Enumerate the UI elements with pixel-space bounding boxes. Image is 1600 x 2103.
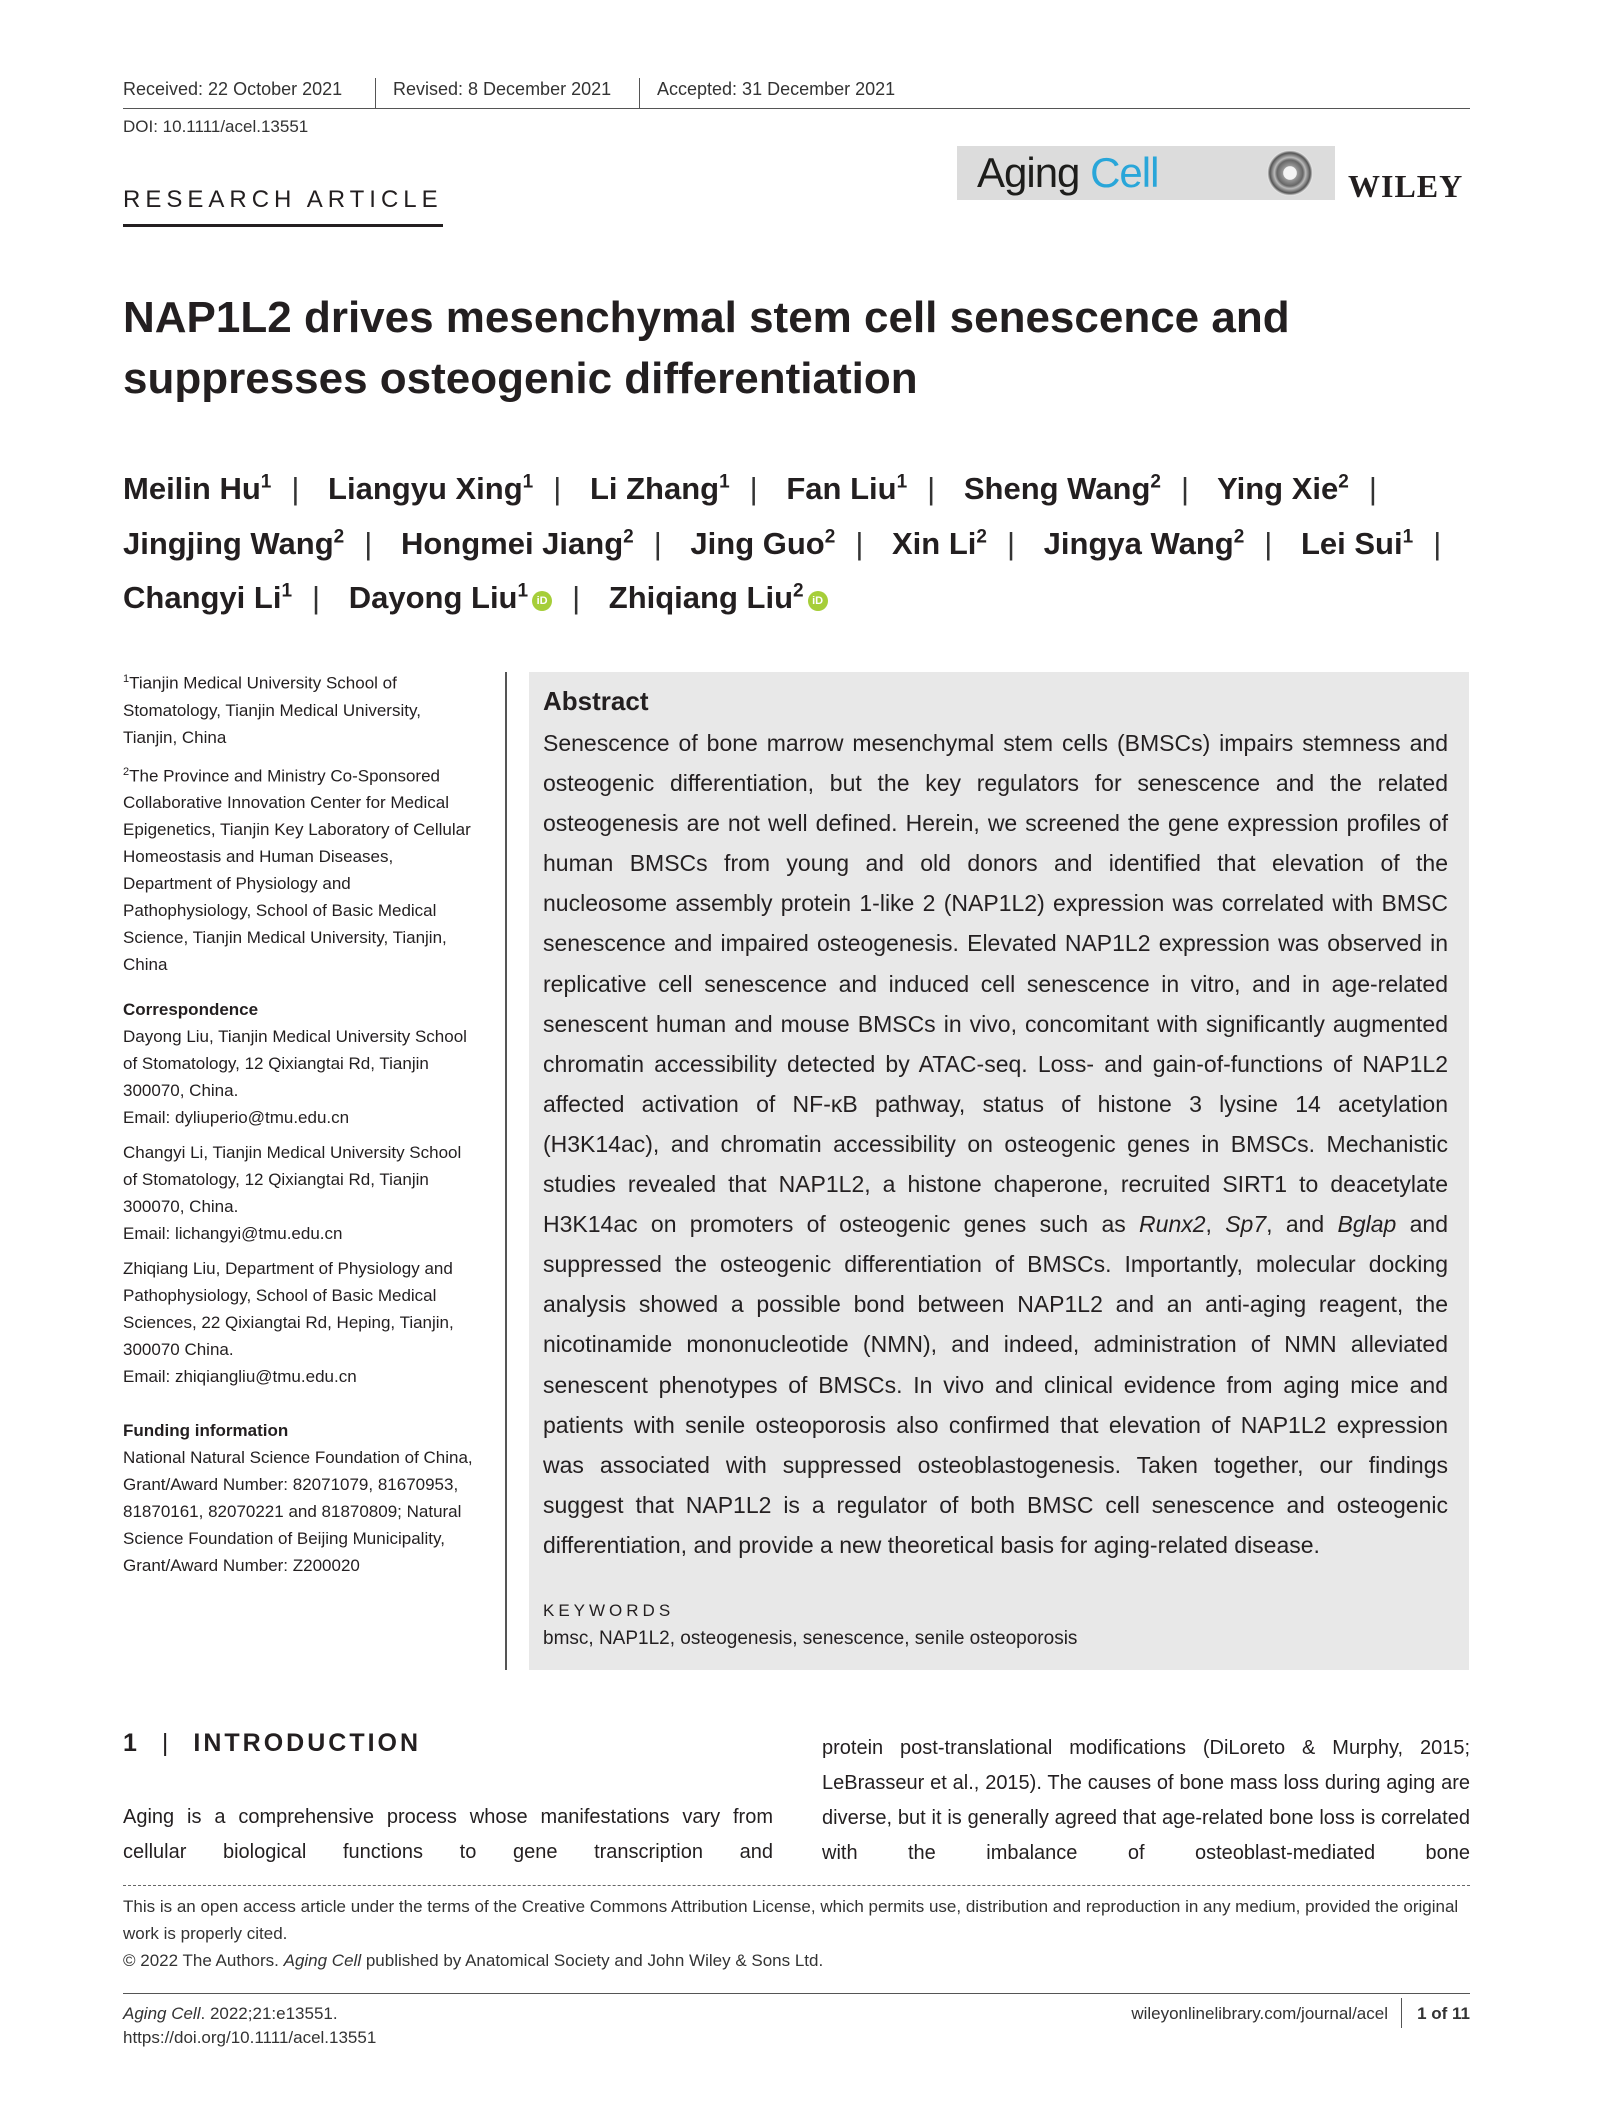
affiliation-text: The Province and Ministry Co-Sponsored Collaborative Innovation Center for Medical Epigenetics, Tianjin Key Laboratory of Cellular Homeostasis and Human Diseases, Department of Physiology and Pathophysiology, School of Basic Medical Science, Tianjin Medical University, Tianjin, China xyxy=(123,766,471,975)
abstract-part: Senescence of bone marrow mesenchymal stem cells (BMSCs) impairs stemness and osteogenic differentiation, but the key regulators for senescence and the related osteogenesis are not well defined. Herein, we screened the gene expression profiles of human BMSCs from young and old donors and identified that elevation of the nucleosome assembly protein 1-like 2 (NAP1L2) expression was correlated with BMSC senescence and impaired osteogenesis. Elevated NAP1L2 expression was observed in replicative cell senescence and induced cell senescence in vitro, and in age-related senescent human and mouse BMSCs in vivo, concomitant with significantly augmented chromatin accessibility detected by ATAC-seq. Loss- and gain-of-functions of NAP1L2 affected activation of NF-κB pathway, status of histone 3 lysine 14 acetylation (H3K14ac), and chromatin accessibility on osteogenic genes in BMSCs. Mechanistic studies revealed that NAP1L2, a histone chaperone, recruited SIRT1 to deacetylate H3K14ac on promoters of osteogenic genes such as xyxy=(543,730,1448,1238)
correspondence-3-email[interactable]: Email: zhiqiangliu@tmu.edu.cn xyxy=(123,1367,357,1386)
author-name-text: Zhiqiang Liu xyxy=(608,579,794,615)
author-name[interactable] xyxy=(1044,526,1245,561)
orcid-icon[interactable]: iD xyxy=(808,591,828,611)
intro-left-column: Aging is a comprehensive process whose manifestations vary from cellular biological functions to gene transcription and xyxy=(123,1806,773,1863)
abstract-part: , xyxy=(1205,1211,1226,1238)
author-name[interactable] xyxy=(349,580,552,615)
author-name-text: Sheng Wang xyxy=(963,471,1151,507)
column-divider xyxy=(505,672,507,1670)
author-affiliation-number: 1 xyxy=(260,472,272,493)
author-affiliation-number: 1 xyxy=(522,472,534,493)
gene-name: Bglap xyxy=(1337,1211,1397,1238)
correspondence-2-email[interactable]: Email: lichangyi@tmu.edu.cn xyxy=(123,1224,343,1243)
author-name[interactable] xyxy=(690,526,835,561)
author-name-text: Jingya Wang xyxy=(1043,525,1234,561)
correspondence-heading: Correspondence xyxy=(123,1000,259,1019)
author-name-text: Xin Li xyxy=(892,525,977,561)
section-title: INTRODUCTION xyxy=(193,1729,422,1757)
affiliations xyxy=(123,666,478,986)
author-name[interactable] xyxy=(1301,526,1413,561)
author-affiliation-number: 2 xyxy=(793,580,804,602)
author-name[interactable] xyxy=(123,471,271,506)
accepted-date: Accepted: 31 December 2021 xyxy=(657,79,896,99)
article-dates xyxy=(123,78,1470,109)
author-affiliation-number: 1 xyxy=(517,580,529,602)
author-name-text: Li Zhang xyxy=(589,471,720,507)
page-number: 1 of 11 xyxy=(1417,2004,1470,2023)
author-name[interactable] xyxy=(401,526,634,561)
author-separator: | xyxy=(291,471,300,507)
author-separator: | xyxy=(1264,525,1273,561)
correspondence-3: Zhiqiang Liu, Department of Physiology and Pathophysiology, School of Basic Medical Sciences, 22 Qixiangtai Rd, Heping, Tianjin, 300070 China. xyxy=(123,1259,454,1359)
author-affiliation-number: 2 xyxy=(333,526,345,548)
copyright-journal: Aging Cell xyxy=(283,1951,362,1970)
date-separator xyxy=(639,78,640,108)
correspondence-2: Changyi Li, Tianjin Medical University School of Stomatology, 12 Qixiangtai Rd, Tianjin 300070, China. xyxy=(123,1143,462,1216)
author-name[interactable] xyxy=(786,471,907,506)
author-name-text: Meilin Hu xyxy=(123,471,261,507)
gene-name: Runx2 xyxy=(1139,1211,1206,1238)
author-name-text: Jing Guo xyxy=(690,525,825,561)
affiliation-number: 2 xyxy=(123,765,130,778)
author-name[interactable] xyxy=(123,526,344,561)
author-name[interactable] xyxy=(1217,471,1349,506)
copyright-part: published by Anatomical Society and John Wiley & Sons Ltd. xyxy=(361,1951,824,1970)
section-separator: | xyxy=(161,1729,172,1757)
funding-text: National Natural Science Foundation of China, Grant/Award Number: 82071079, 81670953, 81870161, 82070221 and 81870809; Natural Science Foundation of Beijing Municipality, Grant/Award Number: Z200020 xyxy=(123,1448,473,1575)
citation-journal: Aging Cell xyxy=(123,2004,201,2023)
author-separator: | xyxy=(1433,525,1442,561)
article-title: NAP1L2 drives mesenchymal stem cell senescence and suppresses osteogenic differentiation xyxy=(123,293,1290,403)
author-name-text: Liangyu Xing xyxy=(328,471,523,507)
author-name-text: Fan Liu xyxy=(786,471,897,507)
section-heading xyxy=(123,1729,421,1758)
license-divider xyxy=(123,1885,1470,1886)
author-name[interactable] xyxy=(609,580,828,615)
author-affiliation-number: 2 xyxy=(1150,472,1161,493)
author-separator: | xyxy=(312,579,321,615)
author-affiliation-number: 2 xyxy=(976,526,987,548)
author-separator: | xyxy=(364,525,373,561)
author-name-text: Changyi Li xyxy=(123,579,282,615)
author-name-text: Lei Sui xyxy=(1300,525,1403,561)
keywords-label: KEYWORDS xyxy=(543,1601,675,1620)
date-separator xyxy=(375,78,376,108)
intro-right-column: protein post-translational modifications (DiLoreto & Murphy, 2015; LeBrasseur et al., 2015). The causes of bone mass loss during aging are diverse, but it is generally agreed that age-related bone loss is correlated with the imbalance of osteoblast-mediated bone xyxy=(822,1737,1470,1864)
correspondence-1-email[interactable]: Email: dyliuperio@tmu.edu.cn xyxy=(123,1108,350,1127)
received-date: Received: 22 October 2021 xyxy=(123,79,343,99)
abstract-part: and suppressed the osteogenic differentiation of BMSCs. Importantly, molecular docking analysis showed a possible bond between NAP1L2 and an anti-aging reagent, the nicotinamide mononucleotide (NMN), and indeed, administration of NMN alleviated senescent phenotypes of BMSCs. In vivo and clinical evidence from aging mice and patients with senile osteoporosis also confirmed that elevation of NAP1L2 expression was associated with suppressed osteoblastogenesis. Taken together, our findings suggest that NAP1L2 is a regulator of both BMSC cell senescence and osteogenic differentiation, and provide a new theoretical basis for aging-related disease. xyxy=(543,1211,1449,1558)
affiliation-2 xyxy=(123,759,478,979)
author-name[interactable] xyxy=(892,526,987,561)
affiliation-number: 1 xyxy=(123,673,130,685)
author-separator: | xyxy=(572,579,581,615)
revised-date: Revised: 8 December 2021 xyxy=(393,79,612,99)
author-affiliation-number: 1 xyxy=(896,472,908,493)
author-separator: | xyxy=(1180,471,1190,507)
author-name[interactable] xyxy=(328,471,533,506)
author-list xyxy=(123,459,1483,622)
gene-name: Sp7 xyxy=(1225,1211,1267,1238)
license-text: This is an open access article under the terms of the Creative Commons Attribution License, which permits use, distribution and reproduction in any medium, provided the original work is properly cited. xyxy=(123,1897,1459,1943)
author-name-text: Ying Xie xyxy=(1217,471,1339,507)
abstract-text xyxy=(543,723,1448,1565)
citation-doi-link[interactable]: https://doi.org/10.1111/acel.13551 xyxy=(123,2028,377,2047)
journal-name-part2: Cell xyxy=(1090,149,1159,196)
abstract-heading: Abstract xyxy=(543,686,649,716)
affiliation-1 xyxy=(123,666,478,751)
journal-name xyxy=(977,150,1158,196)
footer-citation xyxy=(123,2002,376,2050)
abstract-box xyxy=(529,672,1469,1670)
author-name-text: Dayong Liu xyxy=(348,579,518,615)
author-name[interactable] xyxy=(123,580,292,615)
journal-banner[interactable] xyxy=(957,146,1335,200)
journal-website-link[interactable]: wileyonlinelibrary.com/journal/acel xyxy=(1131,2004,1388,2023)
author-affiliation-number: 1 xyxy=(281,580,293,602)
citation-line xyxy=(123,2002,376,2026)
author-separator: | xyxy=(653,525,662,561)
keywords: bmsc, NAP1L2, osteogenesis, senescence, senile osteoporosis xyxy=(543,1628,1078,1649)
article-type: RESEARCH ARTICLE xyxy=(123,186,443,227)
abstract-part: , and xyxy=(1266,1211,1338,1238)
author-separator: | xyxy=(1368,471,1377,507)
author-affiliation-number: 2 xyxy=(1338,472,1349,493)
footer-right xyxy=(1000,2002,1470,2032)
funding-information xyxy=(123,1417,478,1587)
author-separator: | xyxy=(855,525,864,561)
author-separator: | xyxy=(927,471,936,507)
publisher-logo[interactable]: WILEY xyxy=(1348,168,1464,204)
copyright-part: © 2022 The Authors. xyxy=(123,1951,284,1970)
author-affiliation-number: 2 xyxy=(824,526,836,548)
author-name-text: Hongmei Jiang xyxy=(400,525,624,561)
section-number: 1 xyxy=(123,1729,140,1757)
copyright-line xyxy=(123,1947,1470,1974)
correspondence xyxy=(123,996,478,1398)
society-seal-icon xyxy=(1267,150,1313,196)
footer-separator xyxy=(1401,1998,1402,2028)
author-separator: | xyxy=(749,471,758,507)
author-name[interactable] xyxy=(590,471,730,506)
license-notice xyxy=(123,1893,1470,1974)
author-separator: | xyxy=(1006,525,1016,561)
article-doi[interactable]: DOI: 10.1111/acel.13551 xyxy=(123,117,309,136)
journal-name-part1: Aging xyxy=(977,149,1080,196)
footer-divider xyxy=(123,1993,1470,1994)
citation-details: . 2022;21:e13551. xyxy=(200,2004,338,2023)
correspondence-1: Dayong Liu, Tianjin Medical University School of Stomatology, 12 Qixiangtai Rd, Tianjin 300070, China. xyxy=(123,1027,467,1100)
funding-heading: Funding information xyxy=(123,1421,289,1440)
author-separator: | xyxy=(553,471,562,507)
author-affiliation-number: 1 xyxy=(719,472,730,493)
affiliation-text: Tianjin Medical University School of Stomatology, Tianjin Medical University, Tianjin, China xyxy=(123,673,421,747)
author-affiliation-number: 1 xyxy=(1402,526,1414,548)
orcid-icon[interactable]: iD xyxy=(532,591,552,611)
author-affiliation-number: 2 xyxy=(1233,526,1245,548)
author-affiliation-number: 2 xyxy=(623,526,634,548)
author-name-text: Jingjing Wang xyxy=(123,525,334,561)
author-name[interactable] xyxy=(964,471,1161,506)
